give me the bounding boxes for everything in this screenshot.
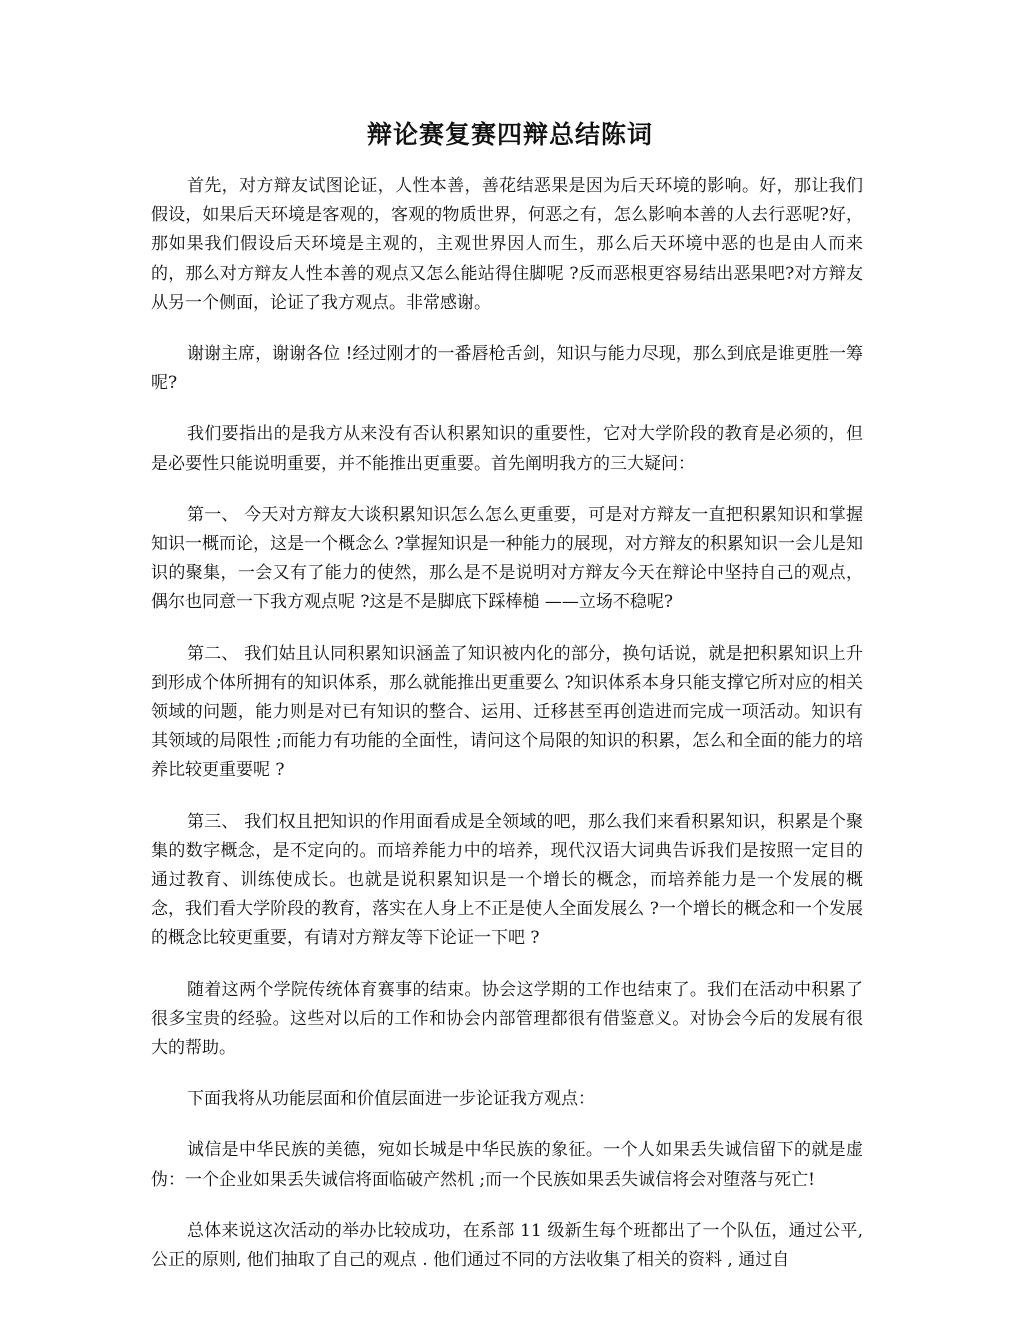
paragraph-3: 我们要指出的是我方从来没有否认积累知识的重要性，它对大学阶段的教育是必须的，但是必要性只能说明重要，并不能推出更重要。首先阐明我方的三大疑问： [151, 424, 863, 474]
paragraph-7: 随着这两个学院传统体育赛事的结束。协会这学期的工作也结束了。我们在活动中积累了很多宝贵的经验。这些对以后的工作和协会内部管理都很有借鉴意义。对协会今后的发展有很大的帮助。 [151, 979, 863, 1059]
paragraph-4: 第一、 今天对方辩友大谈积累知识怎么怎么更重要，可是对方辩友一直把积累知识和掌握知识一概而论，这是一个概念么 ?掌握知识是一种能力的展现，对方辩友的积累知识一会儿是知识的聚集，一会又有了能力的使然，那么是不是说明对方辩友今天在辩论中坚持自己的观点，偶尔也同意一下我方观点呢 ?这是不是脚底下踩棒槌 ——立场不稳呢? [151, 504, 863, 613]
paragraph-10: 总体来说这次活动的举办比较成功，在系部 11 级新生每个班都出了一个队伍，通过公平, 公正的原则, 他们抽取了自己的观点 . 他们通过不同的方法收集了相关的资料 , 通过自 [151, 1220, 863, 1271]
paragraph-9: 诚信是中华民族的美德，宛如长城是中华民族的象征。一个人如果丢失诚信留下的就是虚伪：一个企业如果丢失诚信将面临破产然机 ;而一个民族如果丢失诚信将会对堕落与死亡! [151, 1140, 863, 1190]
paragraph-1: 首先，对方辩友试图论证，人性本善，善花结恶果是因为后天环境的影响。好，那让我们假设，如果后天环境是客观的，客观的物质世界，何恶之有，怎么影响本善的人去行恶呢?好，那如果我们假设后天环境是主观的，主观世界因人而生，那么后天环境中恶的也是由人而来的，那么对方辩友人性本善的观点又怎么能站得住脚呢 ?反而恶根更容易结出恶果吧?对方辩友从另一个侧面，论证了我方观点。非常感谢。 [151, 176, 863, 313]
paragraph-8: 下面我将从功能层面和价值层面进一步论证我方观点： [187, 1089, 595, 1110]
document-title: 辩论赛复赛四辩总结陈词 [366, 120, 653, 149]
paragraph-2: 谢谢主席，谢谢各位 !经过刚才的一番唇枪舌剑，知识与能力尽现，那么到底是谁更胜一筹呢? [151, 344, 863, 394]
document-body [151, 172, 863, 1297]
paragraph-6: 第三、 我们权且把知识的作用面看成是全领域的吧，那么我们来看积累知识，积累是个聚集的数字概念，是不定向的。而培养能力中的培养，现代汉语大词典告诉我们是按照一定目的通过教育、训练使成长。也就是说积累知识是一个增长的概念，而培养能力是一个发展的概念，我们看大学阶段的教育，落实在人身上不正是使人全面发展么 ?一个增长的概念和一个发展的概念比较更重要，有请对方辩友等下论证一下吧 ? [151, 811, 863, 949]
paragraph-5: 第二、 我们姑且认同积累知识涵盖了知识被内化的部分，换句话说，就是把积累知识上升到形成个体所拥有的知识体系，那么就能推出更重要么 ?知识体系本身只能支撑它所对应的相关领域的问题，能力则是对已有知识的整合、运用、迁移甚至再创造进而完成一项活动。知识有其领域的局限性 ;而能力有功能的全面性，请问这个局限的知识的积累，怎么和全面的能力的培养比较更重要呢 ? [151, 643, 863, 781]
